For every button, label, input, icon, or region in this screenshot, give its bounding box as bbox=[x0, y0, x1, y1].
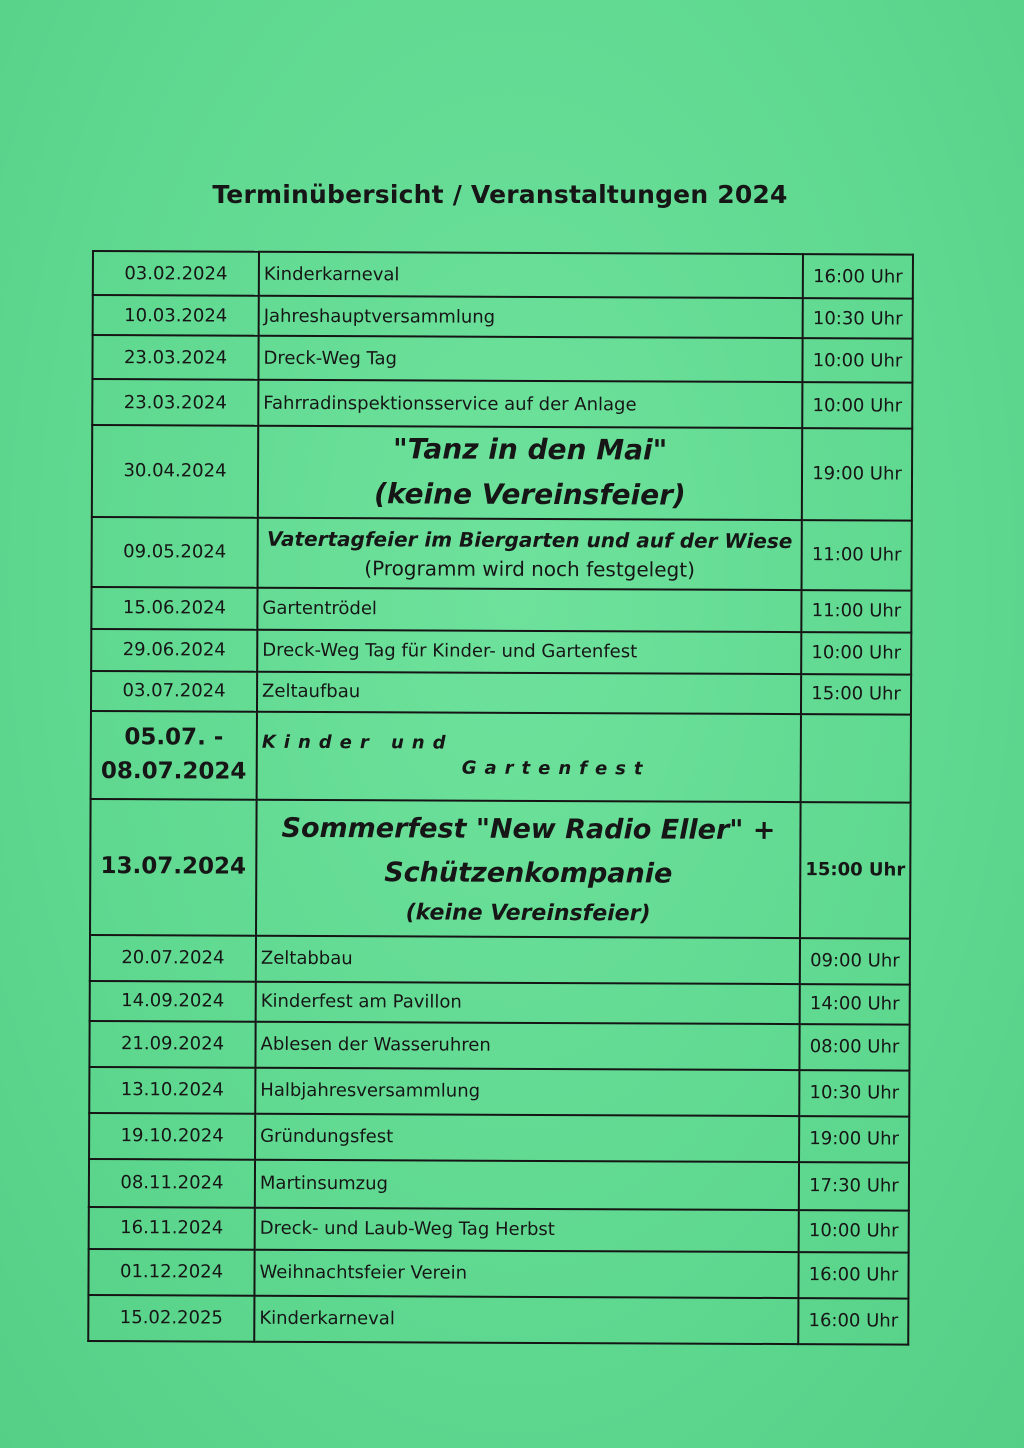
event-time: 10:30 Uhr bbox=[799, 1070, 909, 1116]
table-row bbox=[89, 1067, 909, 1117]
table-row bbox=[88, 1295, 908, 1345]
event-time: 10:00 Uhr bbox=[799, 1210, 909, 1252]
event-name-line: Schützenkompanie bbox=[384, 857, 673, 890]
event-time: 16:00 Uhr bbox=[803, 254, 913, 298]
table-row bbox=[92, 517, 912, 591]
event-date: 01.12.2024 bbox=[88, 1249, 254, 1296]
event-time: 16:00 Uhr bbox=[798, 1252, 908, 1298]
table-row bbox=[88, 1249, 908, 1299]
event-time: 10:00 Uhr bbox=[801, 632, 911, 674]
event-time: 09:00 Uhr bbox=[800, 938, 910, 984]
event-date: 03.07.2024 bbox=[91, 671, 257, 712]
table-row bbox=[90, 935, 910, 985]
event-date: 21.09.2024 bbox=[89, 1021, 255, 1068]
table-row bbox=[92, 379, 912, 429]
event-date: 09.05.2024 bbox=[92, 517, 258, 588]
event-name: Dreck-Weg Tag für Kinder- und Gartenfest bbox=[257, 629, 801, 673]
event-name-line: Gartenfest bbox=[461, 757, 651, 780]
table-row bbox=[91, 629, 911, 675]
event-name-line: Vatertagfeier im Biergarten und auf der Wiese bbox=[267, 526, 793, 553]
event-date: 20.07.2024 bbox=[90, 935, 256, 982]
page-title: Terminübersicht / Veranstaltungen 2024 bbox=[212, 180, 788, 209]
event-date: 13.10.2024 bbox=[89, 1067, 255, 1114]
event-name: Martinsumzug bbox=[255, 1159, 799, 1209]
event-time bbox=[801, 714, 911, 802]
table-row bbox=[92, 425, 912, 520]
event-time: 11:00 Uhr bbox=[802, 520, 912, 590]
table-row bbox=[89, 1113, 909, 1163]
event-name: Kinderkarneval bbox=[259, 252, 803, 298]
event-time: 08:00 Uhr bbox=[799, 1024, 909, 1070]
event-name-line: (Programm wird noch festgelegt) bbox=[364, 555, 695, 582]
event-time: 19:00 Uhr bbox=[802, 428, 912, 520]
table-row bbox=[93, 295, 913, 339]
table-row bbox=[89, 1159, 909, 1211]
event-name: Kinderkarneval bbox=[254, 1295, 798, 1343]
event-name-block bbox=[258, 426, 802, 520]
table-row bbox=[91, 711, 911, 803]
event-date: 23.03.2024 bbox=[92, 335, 258, 380]
event-name: Jahreshauptversammlung bbox=[259, 296, 803, 338]
event-name: Kinderfest am Pavillon bbox=[256, 981, 800, 1023]
event-date: 29.06.2024 bbox=[91, 629, 257, 672]
event-name: Zeltaufbau bbox=[257, 671, 801, 713]
table-row bbox=[91, 587, 911, 633]
table-row bbox=[91, 671, 911, 715]
event-name-line: (keine Vereinsfeier) bbox=[405, 900, 651, 927]
event-time: 19:00 Uhr bbox=[799, 1116, 909, 1162]
event-name-line: Kinder und bbox=[261, 732, 454, 754]
table-row bbox=[89, 1207, 909, 1253]
event-time: 11:00 Uhr bbox=[801, 590, 911, 632]
event-date: 23.03.2024 bbox=[92, 379, 258, 426]
event-name-line: Sommerfest "New Radio Eller" + bbox=[281, 812, 776, 846]
event-time: 10:30 Uhr bbox=[803, 298, 913, 338]
event-date: 03.02.2024 bbox=[93, 251, 259, 296]
event-time: 10:00 Uhr bbox=[802, 338, 912, 382]
event-name: Fahrradinspektionsservice auf der Anlage bbox=[258, 380, 802, 428]
event-time: 10:00 Uhr bbox=[802, 382, 912, 428]
table-row bbox=[90, 981, 910, 1025]
event-date: 14.09.2024 bbox=[90, 981, 256, 1022]
event-name: Dreck-Weg Tag bbox=[258, 336, 802, 382]
table-row bbox=[92, 335, 912, 383]
event-date-range bbox=[91, 711, 257, 800]
event-name: Zeltabbau bbox=[256, 935, 800, 983]
table-row bbox=[90, 799, 911, 939]
event-date: 30.04.2024 bbox=[92, 425, 258, 517]
event-date: 10.03.2024 bbox=[93, 295, 259, 336]
event-date: 15.06.2024 bbox=[91, 587, 257, 630]
table-row bbox=[93, 251, 913, 299]
event-name-block bbox=[256, 799, 801, 937]
event-name: Gartentrödel bbox=[257, 587, 801, 631]
event-name-block bbox=[257, 711, 801, 801]
event-date-line: 05.07. - bbox=[124, 724, 224, 751]
event-name: Gründungsfest bbox=[255, 1113, 799, 1161]
event-date: 13.07.2024 bbox=[90, 799, 257, 936]
event-time: 16:00 Uhr bbox=[798, 1298, 908, 1344]
event-date: 08.11.2024 bbox=[89, 1159, 255, 1208]
event-name-line: (keine Vereinsfeier) bbox=[374, 477, 686, 512]
event-time: 17:30 Uhr bbox=[799, 1162, 909, 1210]
event-date: 15.02.2025 bbox=[88, 1295, 254, 1342]
table-row bbox=[89, 1021, 909, 1071]
event-date: 19.10.2024 bbox=[89, 1113, 255, 1160]
event-time: 14:00 Uhr bbox=[800, 984, 910, 1024]
event-name-line: "Tanz in den Mai" bbox=[392, 432, 668, 467]
event-name: Weihnachtsfeier Verein bbox=[254, 1249, 798, 1297]
event-name: Dreck- und Laub-Weg Tag Herbst bbox=[255, 1207, 799, 1251]
event-date-line: 08.07.2024 bbox=[100, 757, 247, 785]
event-name: Ablesen der Wasseruhren bbox=[255, 1021, 799, 1069]
event-date: 16.11.2024 bbox=[89, 1207, 255, 1250]
event-table bbox=[87, 250, 914, 1345]
event-time: 15:00 Uhr bbox=[800, 802, 911, 938]
event-name-block bbox=[258, 517, 802, 589]
event-name: Halbjahresversammlung bbox=[255, 1067, 799, 1115]
event-time: 15:00 Uhr bbox=[801, 674, 911, 714]
